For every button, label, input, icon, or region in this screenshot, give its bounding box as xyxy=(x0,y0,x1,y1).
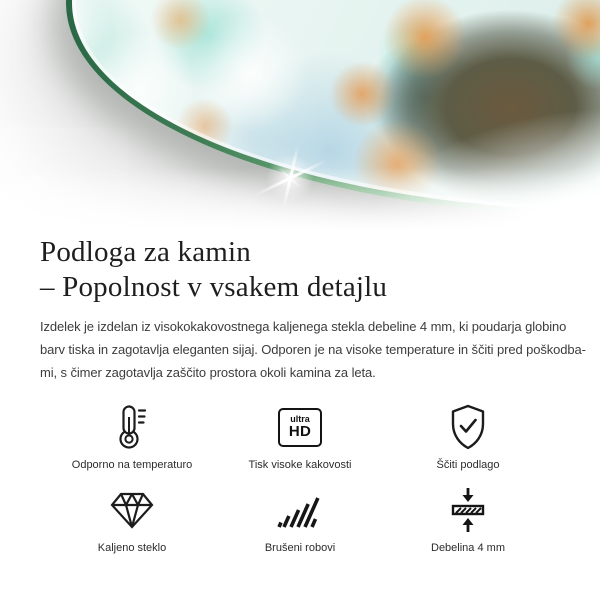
feature-temperature-resistant xyxy=(48,404,216,471)
feature-protects-surface xyxy=(384,404,552,471)
ultra-hd-icon xyxy=(278,404,322,450)
thickness-icon xyxy=(448,487,488,533)
product-details xyxy=(0,235,600,554)
product-description xyxy=(40,315,586,384)
feature-label: Odporno na temperaturo xyxy=(71,459,193,471)
feature-label: Ščiti podlago xyxy=(436,459,500,471)
title-line-1: Podloga za kamin xyxy=(40,236,251,268)
section-title xyxy=(40,235,560,305)
feature-label: Kaljeno steklo xyxy=(97,542,167,554)
product-image-area xyxy=(0,0,600,232)
feature-tempered-glass xyxy=(48,487,216,554)
feature-label: Brušeni robovi xyxy=(264,542,336,554)
description-line: barv tiska in zagotavlja eleganten sijaj. Odporen je na visoke temperature in ščiti pred poškodba- xyxy=(40,342,586,357)
feature-thickness xyxy=(384,487,552,554)
features-grid xyxy=(40,404,560,554)
description-line: Izdelek je izdelan iz visokokakovostnega kaljenega stekla debeline 4 mm, ki poudarja globino xyxy=(40,319,567,334)
diamond-icon xyxy=(109,487,155,533)
title-line-2: – Popolnost v vsakem detajlu xyxy=(40,271,388,303)
feature-polished-edges xyxy=(216,487,384,554)
ultra-hd-badge-bottom: HD xyxy=(288,422,312,440)
shield-check-icon xyxy=(446,404,490,450)
marble-artwork xyxy=(72,0,600,211)
ultra-hd-badge-top: ultra xyxy=(290,414,310,425)
glass-pad-image xyxy=(66,0,600,217)
feature-label: Tisk visoke kakovosti xyxy=(248,459,352,471)
brushed-edges-icon xyxy=(277,487,323,533)
feature-label: Debelina 4 mm xyxy=(431,542,505,554)
description-line: mi, s čimer zagotavlja zaščito prostora okoli kamina za leta. xyxy=(40,365,376,380)
feature-print-quality xyxy=(216,404,384,471)
thermometer-icon xyxy=(114,404,150,450)
